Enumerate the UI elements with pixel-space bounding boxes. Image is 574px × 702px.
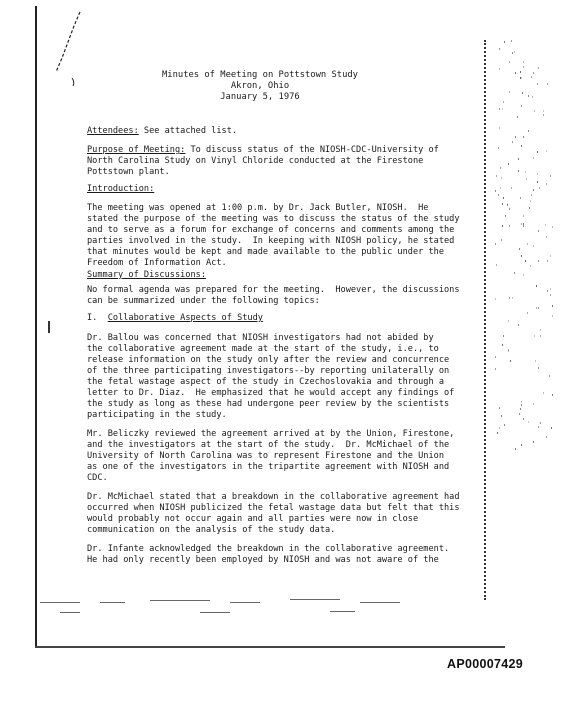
scan-speck xyxy=(512,141,513,143)
scan-speck xyxy=(500,187,501,189)
scan-speck xyxy=(519,248,520,250)
scan-speck xyxy=(501,239,502,241)
scan-speck xyxy=(520,77,521,79)
scan-speck xyxy=(522,92,523,94)
mcmichael-line-1: Dr. McMichael stated that a breakdown in the collaborative agreement had xyxy=(87,492,460,502)
infante-line-1: Dr. Infante acknowledged the breakdown in the collaborative agreement. xyxy=(87,544,450,554)
scan-speck xyxy=(509,61,510,63)
scan-speck xyxy=(538,67,539,69)
scan-speck xyxy=(515,72,516,74)
purpose-line-1: Purpose of Meeting: To discuss status of the NIOSH-CDC-University of xyxy=(87,145,439,155)
section-title: Collaborative Aspects of Study xyxy=(107,313,263,323)
ballou-line-8: participating in the study. xyxy=(87,410,227,420)
scan-speck xyxy=(520,71,521,73)
scan-speck xyxy=(495,356,496,358)
scan-speck xyxy=(496,175,497,177)
scan-speck xyxy=(521,444,522,446)
scan-speck xyxy=(495,298,496,300)
scan-speck xyxy=(503,101,504,103)
scan-speck xyxy=(515,136,516,138)
scan-speck xyxy=(523,274,524,276)
scan-speck xyxy=(517,116,518,118)
scan-speck xyxy=(535,360,536,362)
scan-speck xyxy=(531,76,532,78)
scan-speck xyxy=(523,215,524,217)
scan-speck xyxy=(501,177,502,179)
scan-speck xyxy=(511,40,512,42)
scan-speck xyxy=(508,320,509,322)
scan-speck xyxy=(521,223,522,225)
intro-line-5: that minutes would be kept and made available to the public under the xyxy=(87,247,444,257)
scan-speck xyxy=(533,245,534,247)
scan-speck xyxy=(537,173,538,175)
scan-speck xyxy=(505,215,506,217)
bates-number: AP00007429 xyxy=(447,657,523,671)
scan-speck xyxy=(499,68,500,70)
scan-speck xyxy=(521,255,522,257)
scan-speck xyxy=(523,418,524,420)
scan-speck xyxy=(509,208,510,210)
attendees-label: Attendees: xyxy=(87,126,139,136)
attendees-text: See attached list. xyxy=(138,126,238,136)
scan-speck xyxy=(530,200,531,202)
ballou-line-5: the fetal wastage aspect of the study in Czechoslovakia and through a xyxy=(87,377,444,387)
scan-speck xyxy=(521,77,522,79)
scan-speck xyxy=(533,403,534,405)
scan-speck xyxy=(512,297,513,299)
scan-edge-right xyxy=(484,40,488,600)
scan-speck xyxy=(498,194,499,196)
scan-speck xyxy=(495,243,496,245)
attendees-line xyxy=(87,126,237,137)
scan-speck xyxy=(527,243,528,245)
intro-line-2: stated the purpose of the meeting was to discuss the status of the study xyxy=(87,214,460,224)
scan-speck xyxy=(540,329,541,331)
scan-speck xyxy=(500,167,501,169)
scan-speck xyxy=(549,375,550,377)
scan-speck xyxy=(528,421,529,423)
ballou-line-4: of the three participating investigators--by reporting unilaterally on xyxy=(87,366,450,376)
summary-heading: Summary of Discussions: xyxy=(87,270,206,280)
beliczky-line-1: Mr. Beliczky reviewed the agreement arrived at by the Union, Firestone, xyxy=(87,429,455,439)
memo-title: Minutes of Meeting on Pottstown Study xyxy=(162,70,358,80)
scan-speck xyxy=(521,401,522,403)
scan-speck xyxy=(550,294,551,296)
memo-heading xyxy=(160,70,360,103)
scan-speck xyxy=(538,307,539,309)
scan-speck xyxy=(503,335,504,337)
scan-speck xyxy=(547,83,548,85)
pen-stroke-mark xyxy=(48,8,88,88)
intro-line-6: Freedom of Information Act. xyxy=(87,258,227,268)
scan-speck xyxy=(499,127,500,129)
scan-speck xyxy=(499,48,500,50)
scan-speck xyxy=(509,297,510,299)
scan-speck xyxy=(502,225,503,227)
scan-speck xyxy=(504,424,505,426)
scan-speck xyxy=(543,110,544,112)
scan-speck xyxy=(533,189,534,191)
ballou-line-1: Dr. Ballou was concerned that NIOSH investigators had not abided by xyxy=(87,333,434,343)
scan-speck xyxy=(546,436,547,438)
scan-speck xyxy=(528,95,529,97)
scan-speck xyxy=(536,285,537,287)
infante-line-2: He had only recently been employed by NIOSH and was not aware of the xyxy=(87,555,439,565)
scan-speck xyxy=(507,203,508,205)
beliczky-line-2: and the investigators at the start of the study. Dr. McMichael of the xyxy=(87,440,450,450)
beliczky-line-4: as one of the investigators in the tripartite agreement with NIOSH and xyxy=(87,462,450,472)
scan-speck xyxy=(502,344,503,346)
scan-footer-noise xyxy=(40,596,440,616)
purpose-line-2: North Carolina Study on Vinyl Chloride conducted at the Firestone xyxy=(87,156,424,166)
mcmichael-line-2: occurred when NIOSH publicized the fetal wastage data but felt that this xyxy=(87,503,460,513)
beliczky-line-3: University of North Carolina was to represent Firestone and the Union xyxy=(87,451,444,461)
scan-speck xyxy=(518,324,519,326)
margin-mark xyxy=(48,321,50,333)
scan-speck xyxy=(514,272,515,274)
introduction-heading: Introduction: xyxy=(87,184,155,194)
scan-speck xyxy=(543,392,544,394)
scan-speck xyxy=(525,260,526,262)
mcmichael-line-3: would probably not occur again and all parties were now in close xyxy=(87,514,419,524)
scan-speck xyxy=(523,66,524,68)
scan-speck xyxy=(523,225,524,227)
scan-speck xyxy=(528,130,529,132)
scan-speck xyxy=(533,72,534,74)
scan-speck xyxy=(499,108,500,110)
scan-speck xyxy=(534,335,535,337)
scan-noise xyxy=(495,40,555,460)
scan-speck xyxy=(537,181,538,183)
scan-speck xyxy=(546,150,547,152)
scan-speck xyxy=(526,178,527,180)
scan-speck xyxy=(538,426,539,428)
scan-speck xyxy=(512,52,513,54)
scan-speck xyxy=(518,158,519,160)
scan-speck xyxy=(547,290,548,292)
intro-line-3: and to serve as a forum for exchange of concerns and comments among the xyxy=(87,225,455,235)
scan-speck xyxy=(537,151,538,153)
scan-speck xyxy=(495,368,496,370)
scan-speck xyxy=(499,407,500,409)
scan-speck xyxy=(518,170,519,172)
purpose-label: Purpose of Meeting: xyxy=(87,145,186,155)
section-1-heading xyxy=(87,313,263,324)
scan-speck xyxy=(533,157,534,159)
scan-speck xyxy=(514,51,515,53)
scan-speck xyxy=(547,260,548,262)
ballou-line-2: the collaborative agreement made at the start of the study, i.e., to xyxy=(87,344,439,354)
scan-speck xyxy=(520,197,521,199)
ballou-line-7: the study as long as these had undergone peer review by the scientists xyxy=(87,399,450,409)
scan-speck xyxy=(496,264,497,266)
scan-speck xyxy=(504,41,505,43)
scan-speck xyxy=(552,394,553,396)
scan-speck xyxy=(537,83,538,85)
scan-speck xyxy=(519,413,520,415)
scan-edge-left xyxy=(35,6,37,646)
scan-speck xyxy=(502,203,503,205)
intro-line-1: The meeting was opened at 1:00 p.m. by Dr. Jack Butler, NIOSH. He xyxy=(87,203,429,213)
scan-speck xyxy=(540,335,541,337)
scan-speck xyxy=(546,236,547,238)
scan-speck xyxy=(508,163,509,165)
scan-speck xyxy=(509,225,510,227)
ballou-line-3: release information on the study only after the review and concurrence xyxy=(87,355,450,365)
mcmichael-line-4: communication on the analysis of the study data. xyxy=(87,525,336,535)
scan-speck xyxy=(536,307,537,309)
ballou-line-6: letter to Dr. Diaz. He emphasized that he would accept any findings of xyxy=(87,388,455,398)
scan-speck xyxy=(521,145,522,147)
scan-speck xyxy=(497,432,498,434)
scan-speck xyxy=(499,427,500,429)
scan-speck xyxy=(550,175,551,177)
purpose-line-3: Pottstown plant. xyxy=(87,167,170,177)
intro-line-4: parties involved in the study. In keeping with NIOSH policy, he stated xyxy=(87,236,455,246)
scan-speck xyxy=(538,230,539,232)
scan-speck xyxy=(509,91,510,93)
scan-speck xyxy=(552,226,553,228)
scan-speck xyxy=(501,415,502,417)
summary-line-2: can be summarized under the following topics: xyxy=(87,296,320,306)
scan-speck xyxy=(538,367,539,369)
scan-speck xyxy=(502,108,503,110)
scan-speck xyxy=(551,427,552,429)
scan-speck xyxy=(520,408,521,410)
scan-speck xyxy=(552,315,553,317)
scan-speck xyxy=(534,110,535,112)
scan-speck xyxy=(543,114,544,116)
scan-speck xyxy=(523,136,524,138)
scan-speck xyxy=(552,305,553,307)
scan-speck xyxy=(530,265,531,267)
beliczky-line-5: CDC. xyxy=(87,473,108,483)
memo-location: Akron, Ohio xyxy=(230,81,290,91)
scan-speck xyxy=(539,187,540,189)
scan-speck xyxy=(508,349,509,351)
scan-speck xyxy=(521,404,522,406)
scan-speck xyxy=(532,96,533,98)
scan-speck xyxy=(515,448,516,450)
section-number: I. xyxy=(87,313,98,323)
memo-date: January 5, 1976 xyxy=(220,92,300,102)
scan-edge-bottom xyxy=(35,646,505,648)
scan-speck xyxy=(538,260,539,262)
scan-speck xyxy=(540,422,541,424)
scan-speck xyxy=(529,207,530,209)
scan-speck xyxy=(545,224,546,226)
scan-speck xyxy=(510,360,511,362)
summary-line-1: No formal agenda was prepared for the meeting. However, the discussions xyxy=(87,285,460,295)
scan-speck xyxy=(511,187,512,189)
scan-speck xyxy=(527,312,528,314)
scan-speck xyxy=(495,190,496,192)
scan-speck xyxy=(521,105,522,107)
scan-speck xyxy=(503,197,504,199)
scan-speck xyxy=(531,194,532,196)
scan-speck xyxy=(498,147,499,149)
scan-speck xyxy=(533,441,534,443)
scan-speck xyxy=(546,183,547,185)
scan-speck xyxy=(523,61,524,63)
scan-speck xyxy=(550,288,551,290)
scan-speck xyxy=(525,171,526,173)
scan-speck xyxy=(550,255,551,257)
